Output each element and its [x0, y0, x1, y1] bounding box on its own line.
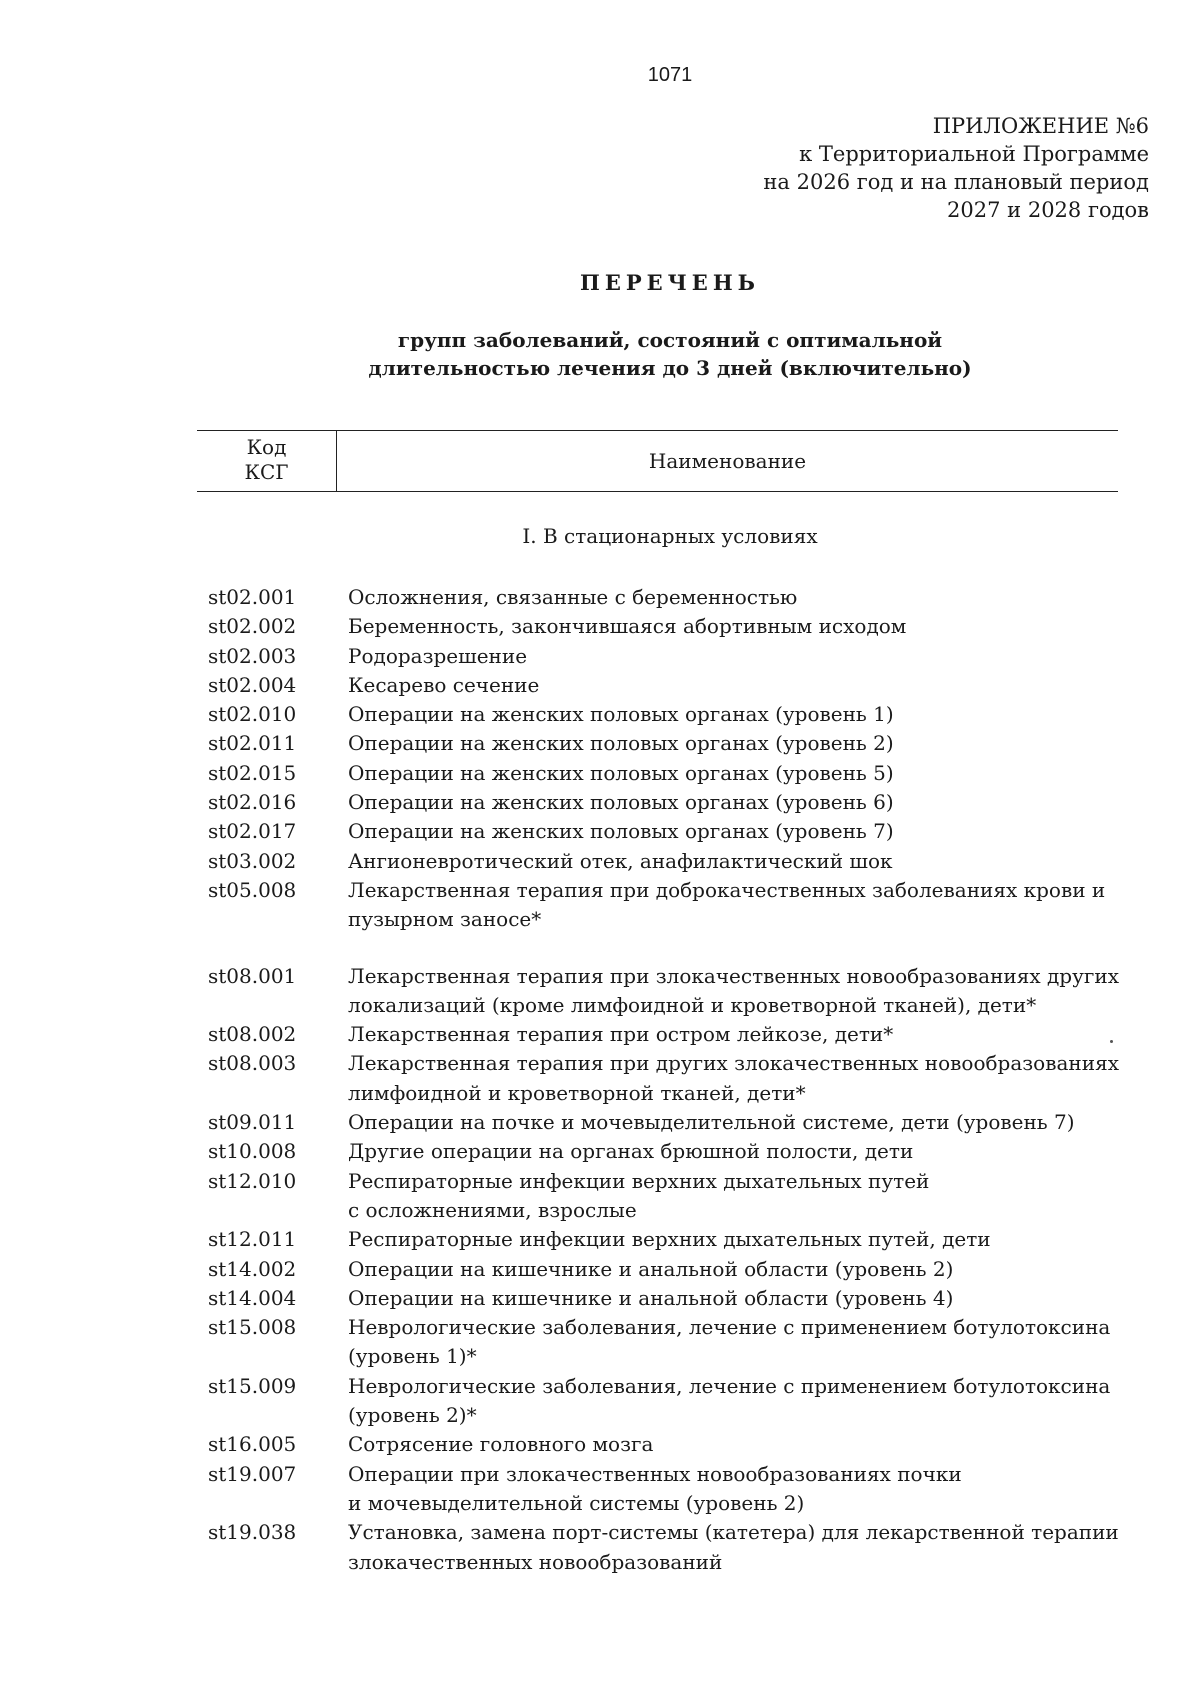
table-row	[208, 876, 1118, 935]
table-row	[208, 583, 1118, 612]
ksg-name-line: пузырном заносе*	[348, 907, 542, 932]
ksg-code: st12.011	[208, 1227, 297, 1252]
table-row	[208, 788, 1118, 817]
ksg-name	[348, 962, 1119, 1021]
ksg-name	[348, 1430, 1118, 1459]
table-row	[208, 1108, 1118, 1137]
ksg-code: st08.001	[208, 963, 297, 988]
ksg-code: st02.001	[208, 585, 297, 609]
ksg-name	[348, 1225, 1118, 1254]
ksg-name	[348, 612, 1118, 641]
table-row	[208, 1313, 1118, 1372]
ksg-code: st05.008	[208, 877, 297, 902]
ksg-code: st09.011	[208, 1110, 297, 1135]
ksg-name	[348, 1167, 1118, 1226]
ksg-name-line: Операции на кишечнике и анальной области (уровень 2)	[348, 1256, 954, 1281]
column-header-code	[197, 431, 337, 491]
ksg-name-line: лимфоидной и кроветворной тканей, дети*	[348, 1080, 806, 1105]
table-row	[208, 759, 1118, 788]
section-title: I. В стационарных условиях	[522, 524, 818, 548]
column-header-code-line: КСГ	[244, 460, 289, 484]
ksg-name	[348, 788, 1118, 817]
ksg-name	[348, 876, 1118, 935]
ksg-name	[348, 583, 1118, 612]
ksg-name	[348, 817, 1118, 846]
table-row	[208, 1372, 1118, 1431]
ksg-code: st08.003	[208, 1051, 297, 1076]
ksg-code: st15.008	[208, 1315, 297, 1340]
ksg-name-line: Операции на женских половых органах (уровень 5)	[348, 760, 894, 785]
ksg-code: st19.007	[208, 1461, 297, 1486]
table-row	[208, 1518, 1118, 1577]
ksg-code: st16.005	[208, 1432, 297, 1457]
ksg-name-line: Неврологические заболевания, лечение с применением ботулотоксина	[348, 1373, 1111, 1398]
table-row	[208, 1137, 1118, 1166]
ksg-name	[348, 847, 1118, 876]
table-row	[208, 962, 1118, 1021]
ksg-name-line: Операции при злокачественных новообразованиях почки	[348, 1461, 962, 1486]
ksg-name	[348, 729, 1118, 758]
ksg-name	[348, 1049, 1119, 1108]
ksg-name-line: Лекарственная терапия при других злокачественных новообразованиях	[348, 1051, 1119, 1076]
ksg-name-line: локализаций (кроме лимфоидной и кроветворной тканей), дети*	[348, 992, 1037, 1017]
ksg-name	[348, 1518, 1119, 1577]
ksg-name	[348, 1255, 1118, 1284]
appendix-line: ПРИЛОЖЕНИЕ №6	[932, 114, 1149, 138]
table-header	[197, 430, 1118, 492]
ksg-name-line: (уровень 2)*	[348, 1403, 477, 1428]
subtitle-line: групп заболеваний, состояний с оптимальной	[397, 328, 943, 352]
ksg-name	[348, 759, 1118, 788]
ksg-name-line: Операции на женских половых органах (уровень 1)	[348, 702, 894, 727]
table-row	[208, 1284, 1118, 1313]
ksg-code: st02.011	[208, 731, 297, 756]
ksg-code: st02.016	[208, 790, 297, 815]
ksg-name	[348, 671, 1118, 700]
ksg-code: st12.010	[208, 1168, 297, 1193]
table-row	[208, 671, 1118, 700]
table-row	[208, 1020, 1118, 1049]
table-row	[208, 642, 1118, 671]
table-row	[208, 700, 1118, 729]
ksg-name	[348, 1460, 1118, 1519]
ksg-name-line: и мочевыделительной системы (уровень 2)	[348, 1490, 805, 1515]
ksg-code: st08.002	[208, 1022, 297, 1047]
ksg-name-line: Ангионевротический отек, анафилактический шок	[348, 848, 893, 873]
ksg-code: st02.004	[208, 672, 297, 697]
ksg-name-line: Операции на женских половых органах (уровень 7)	[348, 819, 894, 844]
table-row	[208, 1225, 1118, 1254]
ksg-name-line: Сотрясение головного мозга	[348, 1432, 654, 1457]
ksg-name-line: Респираторные инфекции верхних дыхательных путей, дети	[348, 1227, 991, 1252]
table-row	[208, 1430, 1118, 1459]
subtitle-line: длительностью лечения до 3 дней (включительно)	[368, 356, 972, 380]
ksg-name-line: Беременность, закончившаяся абортивным исходом	[348, 614, 907, 639]
ksg-name-line: Лекарственная терапия при остром лейкозе, дети*	[348, 1022, 894, 1047]
ksg-name	[348, 1313, 1118, 1372]
appendix-line: к Территориальной Программе	[799, 142, 1149, 166]
appendix-line: на 2026 год и на плановый период	[763, 170, 1149, 194]
table-row	[208, 847, 1118, 876]
ksg-code: st10.008	[208, 1139, 297, 1164]
document-subtitle	[0, 326, 1200, 382]
ksg-name-line: (уровень 1)*	[348, 1344, 477, 1369]
ksg-name-line: Лекарственная терапия при доброкачественных заболеваниях крови и	[348, 877, 1106, 902]
ksg-name	[348, 1137, 1118, 1166]
table-row	[208, 1049, 1118, 1108]
table-row	[208, 1167, 1118, 1226]
ksg-name	[348, 1020, 1118, 1049]
ksg-name-line: Другие операции на органах брюшной полости, дети	[348, 1139, 914, 1164]
ksg-name-line: Лекарственная терапия при злокачественных новообразованиях других	[348, 963, 1119, 988]
document-title: ПЕРЕЧЕНЬ	[580, 270, 760, 295]
table-body	[208, 583, 1118, 1577]
ksg-name-line: с осложнениями, взрослые	[348, 1197, 637, 1222]
ksg-name-line: Операции на почке и мочевыделительной системе, дети (уровень 7)	[348, 1110, 1075, 1135]
appendix-line: 2027 и 2028 годов	[947, 198, 1149, 222]
column-header-name: Наименование	[648, 449, 807, 473]
scan-speck	[1110, 1040, 1113, 1043]
ksg-name	[348, 1284, 1118, 1313]
table-row	[208, 1255, 1118, 1284]
ksg-name	[348, 1108, 1118, 1137]
table-row	[208, 729, 1118, 758]
ksg-name	[348, 1372, 1118, 1431]
ksg-code: st19.038	[208, 1520, 297, 1545]
ksg-name-line: Неврологические заболевания, лечение с применением ботулотоксина	[348, 1315, 1111, 1340]
ksg-name-line: Установка, замена порт-системы (катетера) для лекарственной терапии	[348, 1520, 1119, 1545]
ksg-name-line: Операции на кишечнике и анальной области (уровень 4)	[348, 1285, 954, 1310]
ksg-name-line: Осложнения, связанные с беременностью	[348, 585, 798, 609]
table-row	[208, 612, 1118, 641]
ksg-code: st14.002	[208, 1256, 297, 1281]
column-header-code-line: Код	[246, 435, 287, 459]
ksg-name-line: Операции на женских половых органах (уровень 6)	[348, 790, 894, 815]
ksg-code: st14.004	[208, 1285, 297, 1310]
ksg-code: st02.010	[208, 702, 297, 727]
ksg-name	[348, 642, 1118, 671]
ksg-code: st02.002	[208, 614, 297, 639]
table-row	[208, 1460, 1118, 1519]
ksg-name-line: Кесарево сечение	[348, 672, 540, 697]
ksg-name-line: Родоразрешение	[348, 643, 528, 668]
ksg-name	[348, 700, 1118, 729]
ksg-name-line: Респираторные инфекции верхних дыхательных путей	[348, 1168, 930, 1193]
ksg-code: st02.003	[208, 643, 297, 668]
ksg-name-line: Операции на женских половых органах (уровень 2)	[348, 731, 894, 756]
appendix-heading	[763, 112, 1149, 224]
table-row	[208, 817, 1118, 846]
ksg-code: st02.015	[208, 760, 297, 785]
ksg-code: st02.017	[208, 819, 297, 844]
page-number: 1071	[647, 64, 693, 86]
ksg-code: st03.002	[208, 848, 297, 873]
ksg-name-line: злокачественных новообразований	[348, 1549, 723, 1574]
ksg-code: st15.009	[208, 1373, 297, 1398]
